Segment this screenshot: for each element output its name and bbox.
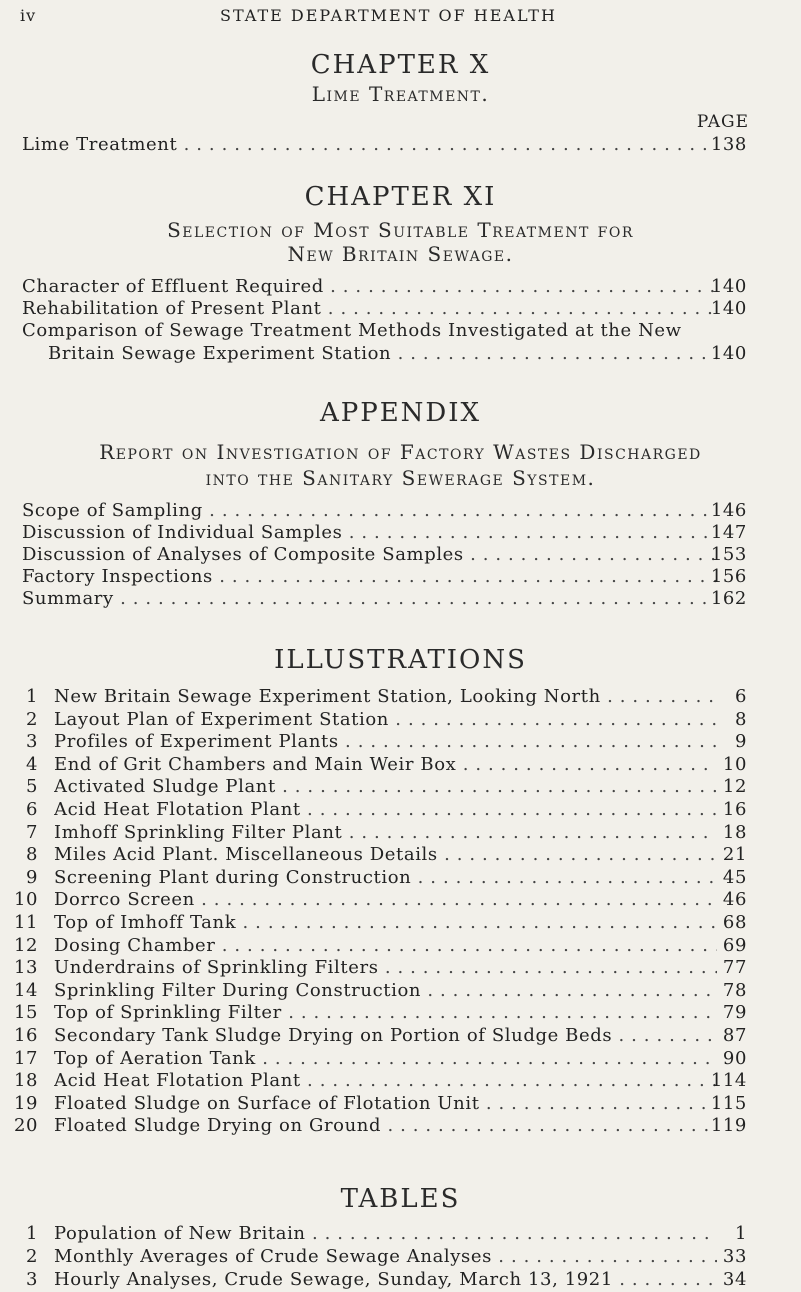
list-item-title: Acid Heat Flotation Plant . . . bbox=[54, 1070, 717, 1092]
appendix-heading: APPENDIX bbox=[319, 398, 482, 428]
list-item bbox=[0, 822, 801, 844]
toc-entry-page: 140 bbox=[710, 298, 747, 319]
list-item-number: 2 bbox=[25, 1246, 38, 1267]
list-item bbox=[0, 912, 801, 934]
list-item-number: 3 bbox=[25, 731, 38, 753]
toc-entry-title: Lime Treatment . . . bbox=[22, 134, 717, 156]
list-item-title: Top of Aeration Tank . . . bbox=[54, 1048, 717, 1070]
list-item-number: 9 bbox=[25, 866, 38, 888]
appendix-subtitle-line1: Report on Investigation of Factory Wastes Discharged bbox=[99, 440, 702, 464]
toc-entry-title: Discussion of Analyses of Composite Samples . . . bbox=[22, 544, 717, 566]
list-item bbox=[0, 776, 801, 798]
list-item-title: New Britain Sewage Experiment Station, Looking North . . . bbox=[54, 686, 717, 708]
toc-entry-page: 140 bbox=[710, 343, 747, 364]
toc-entry-title-continued: Britain Sewage Experiment Station . . . bbox=[48, 343, 717, 365]
list-item-title: Hourly Analyses, Crude Sewage, Sunday, March 13, 1921 . . . bbox=[54, 1269, 717, 1291]
list-item-title: End of Grit Chambers and Main Weir Box . . . bbox=[54, 754, 717, 776]
list-item-title: Miles Acid Plant. Miscellaneous Details . . . bbox=[54, 844, 717, 866]
list-item bbox=[0, 686, 801, 708]
list-item-number: 2 bbox=[25, 708, 38, 730]
list-item-number: 8 bbox=[25, 844, 38, 866]
list-item-title: Floated Sludge Drying on Ground . . . bbox=[54, 1115, 717, 1137]
list-item-page: 9 bbox=[734, 731, 747, 753]
toc-entry-page: 156 bbox=[710, 566, 747, 587]
list-item bbox=[0, 799, 801, 821]
toc-entry-title: Summary . . . bbox=[22, 588, 717, 610]
list-item bbox=[0, 731, 801, 753]
toc-entry-page: 138 bbox=[710, 134, 747, 155]
list-item-page: 10 bbox=[722, 753, 747, 775]
chapter-xi-subtitle-line2: New Britain Sewage. bbox=[287, 242, 514, 266]
list-item bbox=[0, 935, 801, 957]
list-item-page: 1 bbox=[734, 1223, 747, 1244]
toc-entry-page: 147 bbox=[710, 522, 747, 543]
page-number: iv bbox=[20, 6, 37, 25]
chapter-xi-subtitle-line1: Selection of Most Suitable Treatment for bbox=[167, 218, 634, 242]
list-item-page: 34 bbox=[722, 1269, 747, 1290]
list-item-page: 78 bbox=[722, 979, 747, 1001]
tables-heading: TABLES bbox=[340, 1184, 461, 1214]
list-item-page: 46 bbox=[722, 889, 747, 911]
list-item-page: 69 bbox=[722, 934, 747, 956]
list-item-page: 6 bbox=[734, 686, 747, 707]
list-item-page: 87 bbox=[722, 1025, 747, 1046]
toc-entry-page: 153 bbox=[710, 544, 747, 565]
list-item bbox=[0, 1002, 801, 1024]
list-item-number: 1 bbox=[25, 1223, 38, 1244]
list-item-title: Top of Imhoff Tank . . . bbox=[54, 912, 717, 934]
toc-entry bbox=[0, 276, 801, 298]
list-item-number: 4 bbox=[25, 753, 38, 775]
page-column-label: PAGE bbox=[696, 112, 749, 132]
list-item bbox=[0, 1093, 801, 1115]
toc-entry-page: 140 bbox=[710, 276, 747, 297]
list-item-title: Layout Plan of Experiment Station . . . bbox=[54, 709, 717, 731]
toc-entry bbox=[0, 343, 801, 365]
running-head bbox=[20, 6, 781, 30]
toc-entry bbox=[0, 566, 801, 588]
list-item bbox=[0, 1048, 801, 1070]
list-item-page: 79 bbox=[722, 1002, 747, 1024]
running-title: STATE DEPARTMENT OF HEALTH bbox=[220, 6, 557, 25]
list-item-number: 20 bbox=[14, 1115, 39, 1137]
list-item-page: 18 bbox=[722, 821, 747, 843]
list-item-number: 14 bbox=[14, 979, 39, 1001]
list-item-page: 8 bbox=[734, 708, 747, 730]
list-item bbox=[0, 980, 801, 1002]
list-item bbox=[0, 1070, 801, 1092]
toc-entry-line1 bbox=[0, 320, 801, 342]
list-item-title: Dosing Chamber . . . bbox=[54, 935, 717, 957]
toc-entry bbox=[0, 500, 801, 522]
list-item-number: 18 bbox=[14, 1070, 39, 1092]
illustrations-heading: ILLUSTRATIONS bbox=[274, 645, 527, 675]
chapter-xi-heading: CHAPTER XI bbox=[304, 182, 497, 212]
list-item-title: Screening Plant during Construction . . . bbox=[54, 867, 717, 889]
list-item-title: Floated Sludge on Surface of Flotation Unit . . . bbox=[54, 1093, 717, 1115]
list-item-title: Secondary Tank Sludge Drying on Portion of Sludge Beds . . . bbox=[54, 1025, 717, 1047]
list-item-number: 10 bbox=[14, 889, 39, 911]
toc-entry bbox=[0, 522, 801, 544]
list-item-title: Sprinkling Filter During Construction . . . bbox=[54, 980, 717, 1002]
list-item-title: Population of New Britain . . . bbox=[54, 1223, 717, 1245]
list-item bbox=[0, 1223, 801, 1245]
chapter-x-heading: CHAPTER X bbox=[310, 50, 491, 80]
toc-entry-page: 146 bbox=[710, 500, 747, 521]
list-item-number: 11 bbox=[14, 912, 39, 933]
list-item-number: 3 bbox=[25, 1269, 38, 1290]
list-item-title: Top of Sprinkling Filter . . . bbox=[54, 1002, 717, 1024]
list-item bbox=[0, 1246, 801, 1268]
toc-entry-title: Factory Inspections . . . bbox=[22, 566, 717, 588]
list-item-page: 12 bbox=[722, 776, 747, 798]
toc-entry-title: Rehabilitation of Present Plant . . . bbox=[22, 298, 717, 320]
list-item bbox=[0, 1025, 801, 1047]
toc-entry bbox=[0, 544, 801, 566]
list-item-page: 16 bbox=[722, 799, 747, 820]
toc-entry bbox=[0, 588, 801, 610]
list-item-page: 77 bbox=[722, 957, 747, 979]
list-item-number: 6 bbox=[25, 799, 38, 820]
appendix-subtitle-line2: into the Sanitary Sewerage System. bbox=[205, 466, 596, 490]
list-item-page: 68 bbox=[722, 912, 747, 933]
toc-entry-title: Comparison of Sewage Treatment Methods Investigated at the New bbox=[22, 320, 682, 341]
list-item-title: Underdrains of Sprinkling Filters . . . bbox=[54, 957, 717, 979]
list-item bbox=[0, 889, 801, 911]
list-item-page: 45 bbox=[722, 866, 747, 888]
list-item-page: 21 bbox=[722, 844, 747, 866]
list-item bbox=[0, 709, 801, 731]
list-item-title: Activated Sludge Plant . . . bbox=[54, 776, 717, 798]
list-item bbox=[0, 844, 801, 866]
list-item-number: 5 bbox=[25, 776, 38, 798]
toc-entry-title: Discussion of Individual Samples . . . bbox=[22, 522, 717, 544]
list-item bbox=[0, 957, 801, 979]
list-item-page: 33 bbox=[722, 1246, 747, 1267]
list-item-title: Acid Heat Flotation Plant . . . bbox=[54, 799, 717, 821]
list-item-number: 7 bbox=[25, 821, 38, 843]
list-item bbox=[0, 754, 801, 776]
chapter-x-subtitle: Lime Treatment. bbox=[311, 82, 490, 106]
list-item-title: Dorrco Screen . . . bbox=[54, 889, 717, 911]
list-item-title: Imhoff Sprinkling Filter Plant . . . bbox=[54, 822, 717, 844]
list-item-title: Monthly Averages of Crude Sewage Analyses . . . bbox=[54, 1246, 717, 1268]
list-item-page: 115 bbox=[710, 1092, 747, 1114]
list-item-number: 1 bbox=[25, 686, 38, 707]
toc-entry-title: Scope of Sampling . . . bbox=[22, 500, 717, 522]
list-item bbox=[0, 1115, 801, 1137]
list-item-page: 119 bbox=[710, 1115, 747, 1137]
toc-entry bbox=[0, 134, 801, 156]
list-item bbox=[0, 1269, 801, 1291]
toc-entry-page: 162 bbox=[710, 588, 747, 609]
list-item-page: 114 bbox=[710, 1070, 747, 1092]
list-item bbox=[0, 867, 801, 889]
list-item-number: 17 bbox=[14, 1047, 39, 1069]
list-item-number: 16 bbox=[14, 1025, 39, 1046]
list-item-number: 19 bbox=[14, 1092, 39, 1114]
list-item-page: 90 bbox=[722, 1047, 747, 1069]
toc-entry bbox=[0, 298, 801, 320]
list-item-number: 15 bbox=[14, 1002, 39, 1024]
list-item-number: 13 bbox=[14, 957, 39, 979]
toc-entry-title: Character of Effluent Required . . . bbox=[22, 276, 717, 298]
list-item-number: 12 bbox=[14, 934, 39, 956]
list-item-title: Profiles of Experiment Plants . . . bbox=[54, 731, 717, 753]
